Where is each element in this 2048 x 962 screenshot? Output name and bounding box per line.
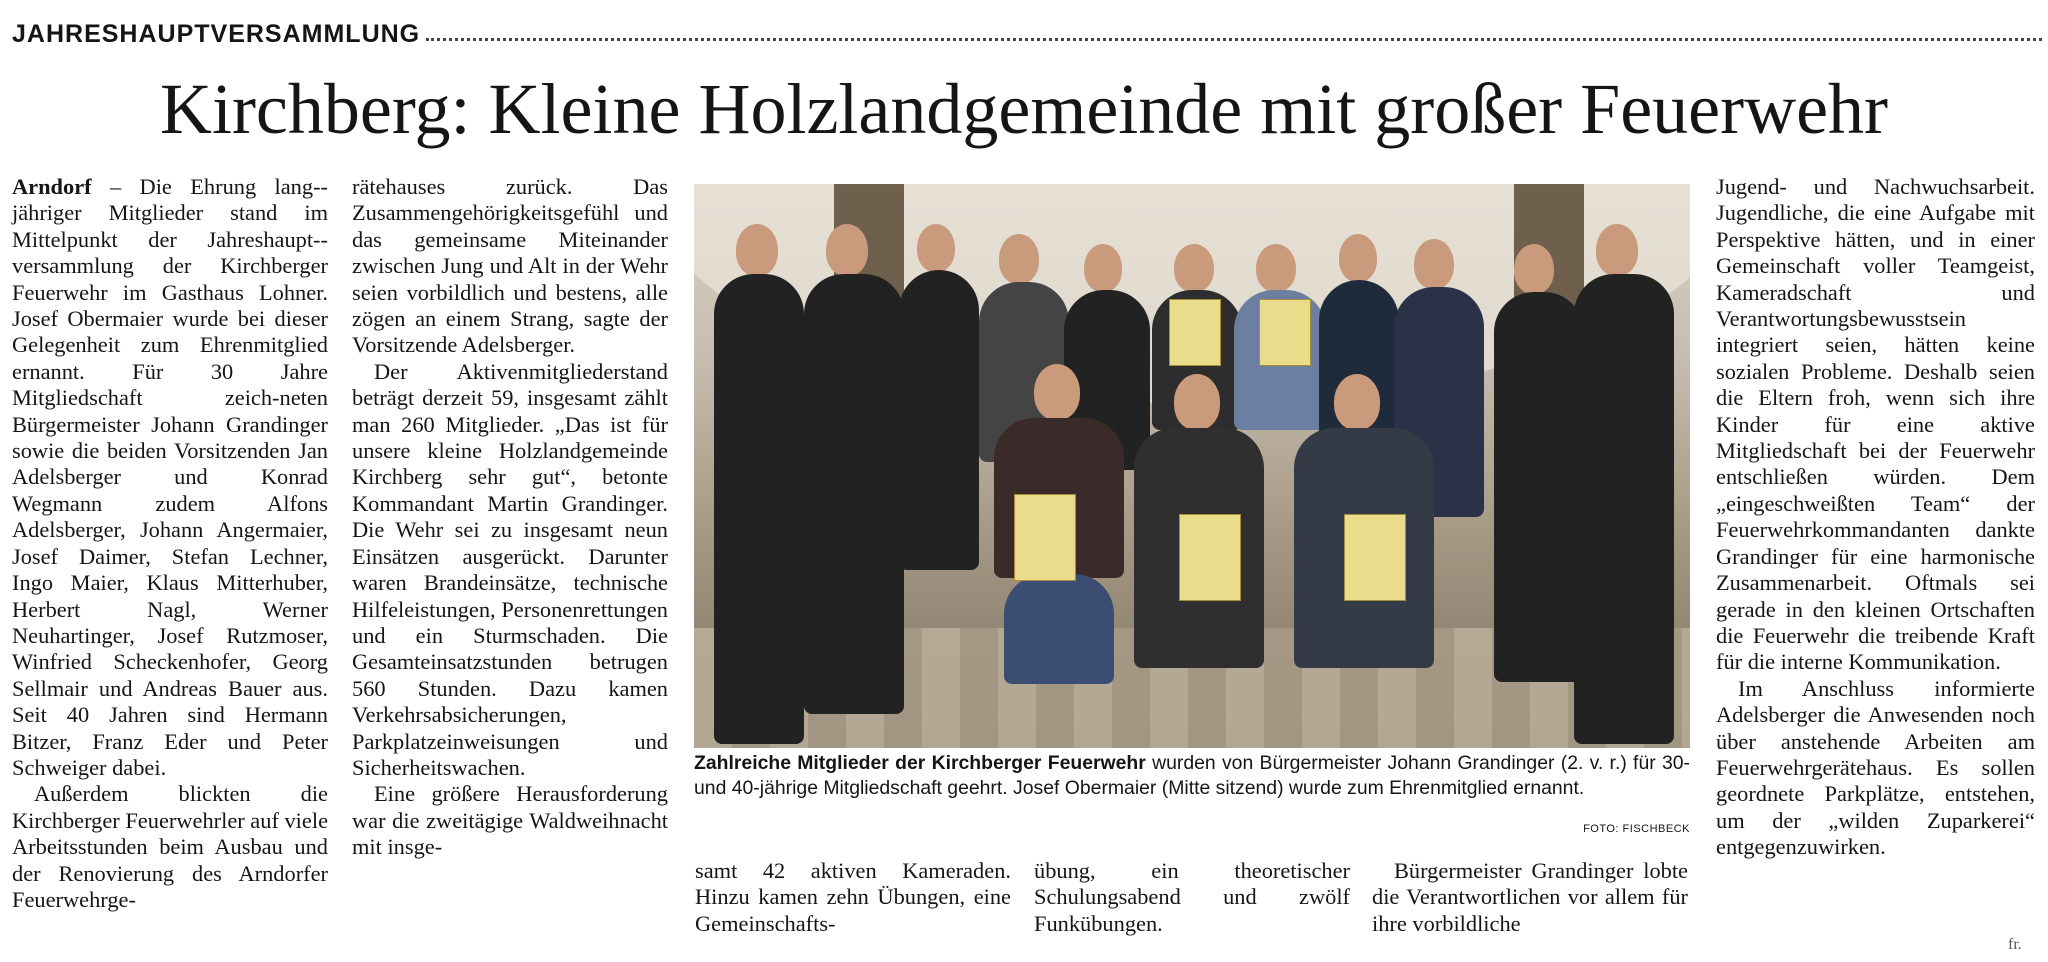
article-column-3 <box>695 858 1011 937</box>
article-column-1 <box>12 174 328 913</box>
paragraph: Der Aktivenmitgliederstand beträgt derzeit 59, insgesamt zählt man 260 Mitglieder. „Das ist für unsere kleine Holzlandgemeinde Kirchberg sehr gut“, betonte Kommandant Martin Grandinger. Die Wehr sei zu insgesamt neun Einsätzen ausgerückt. Darunter waren Brandeinsätze, technische Hilfeleistungen, Personenrettungen und ein Sturmschaden. Die Gesamteinsatzstunden betrugen 560 Stunden. Dazu kamen Verkehrsabsicherungen, Parkplatzeinweisungen und Sicherheitswachen. <box>352 358 668 780</box>
article-column-6 <box>1716 174 2035 861</box>
paragraph: samt 42 aktiven Kameraden. Hinzu kamen zehn Übungen, eine Gemeinschafts- <box>695 858 1011 936</box>
paragraph: Bürgermeister Grandinger lobte die Verantwortlichen vor allem für ihre vorbildliche <box>1372 858 1688 936</box>
paragraph: Außerdem blickten die Kirchberger Feuerwehrler auf viele Arbeitsstunden beim Ausbau und der Renovierung des Arndorfer Feuerwehrge- <box>12 781 329 912</box>
paragraph: übung, ein theoretischer Schulungsabend und zwölf Funkübungen. <box>1034 858 1350 936</box>
paragraph: Eine größere Herausforderung war die zweitägige Waldweihnacht mit insge- <box>352 781 668 860</box>
group-photo <box>694 184 1690 748</box>
article-headline: Kirchberg: Kleine Holzlandgemeinde mit großer Feuerwehr <box>159 69 1889 149</box>
caption-text: wurden von Bürgermeister Johann Grandinger (2. v. r.) für 30- und 40-jährige Mitgliedschaft geehrt. Josef Obermaier (Mitte sitzend) wurde zum Ehrenmitglied ernannt. <box>694 752 1690 799</box>
paragraph: Jugend- und Nachwuchsarbeit. Jugendliche, die eine Aufgabe mit Perspektive hätten, und in einer Gemeinschaft voller Teamgeist, Kameradschaft und Verantwortungsbewusstsein integriert seien, hätten keine sozialen Probleme. Deshalb seien die Eltern froh, wenn sich ihre Kinder für eine aktive Mitgliedschaft bei der Feuerwehr entschließen würden. Dem „eingeschweißten Team“ der Feuerwehrkommandanten dankte Grandinger für eine harmonische Zusammenarbeit. Oftmals sei gerade in den kleinen Ortschaften die Feuerwehr die treibende Kraft für die interne Kommunikation. <box>1716 174 2035 675</box>
caption-lead: Zahlreiche Mitglieder der Kirchberger Feuerwehr <box>694 752 1146 774</box>
photo-credit: FOTO: FISCHBECK <box>1583 823 1690 835</box>
certificate <box>1179 514 1241 601</box>
certificate <box>1259 299 1311 366</box>
dateline: Arndorf <box>12 174 92 199</box>
photo-caption <box>694 751 1690 801</box>
paragraph <box>12 174 328 781</box>
section-kicker <box>12 20 2042 49</box>
article-column-5 <box>1372 858 1688 937</box>
paragraph-text: – Die Ehrung lang-jähriger Mitglieder stand im Mittelpunkt der Jahreshaupt-versammlung der Kirchberger Feuerwehr im Gasthaus Lohner. Josef Obermaier wurde bei dieser Gelegenheit zum Ehrenmitglied ernannt. Für 30 Jahre Mitgliedschaft zeich-neten Bürgermeister Johann Grandinger sowie die beiden Vorsitzenden Jan Adelsberger und Konrad Wegmann zudem Alfons Adelsberger, Johann Angermaier, Josef Daimer, Stefan Lechner, Ingo Maier, Klaus Mitterhuber, Herbert Nagl, Werner Neuhartinger, Josef Rutzmoser, Winfried Scheckenhofer, Georg Sellmair und Andreas Bauer aus. Seit 40 Jahren sind Hermann Bitzer, Franz Eder und Peter Schweiger dabei. <box>12 174 328 780</box>
certificate <box>1344 514 1406 601</box>
article-column-2 <box>352 174 668 861</box>
paragraph: Im Anschluss informierte Adelsberger die Anwesenden noch über anstehende Arbeiten am Feuerwehrgerätehaus. Es sollen geordnete Parkplätze, entstehen, um der „wilden Zuparkerei“ entgegenzuwirken. <box>1716 675 2035 860</box>
paragraph: rätehauses zurück. Das Zusammengehörigkeitsgefühl und das gemeinsame Miteinander zwischen Jung und Alt in der Wehr seien vorbildlich und bestens, alle zögen an einem Strang, sagte der Vorsitzende Adelsberger. <box>352 174 668 358</box>
kicker-label: JAHRESHAUPTVERSAMMLUNG <box>12 20 421 48</box>
article-column-4 <box>1034 858 1350 937</box>
certificate <box>1014 494 1076 581</box>
certificate <box>1169 299 1221 366</box>
author-signoff: fr. <box>2008 936 2022 953</box>
kicker-dotted-rule <box>426 38 2042 41</box>
